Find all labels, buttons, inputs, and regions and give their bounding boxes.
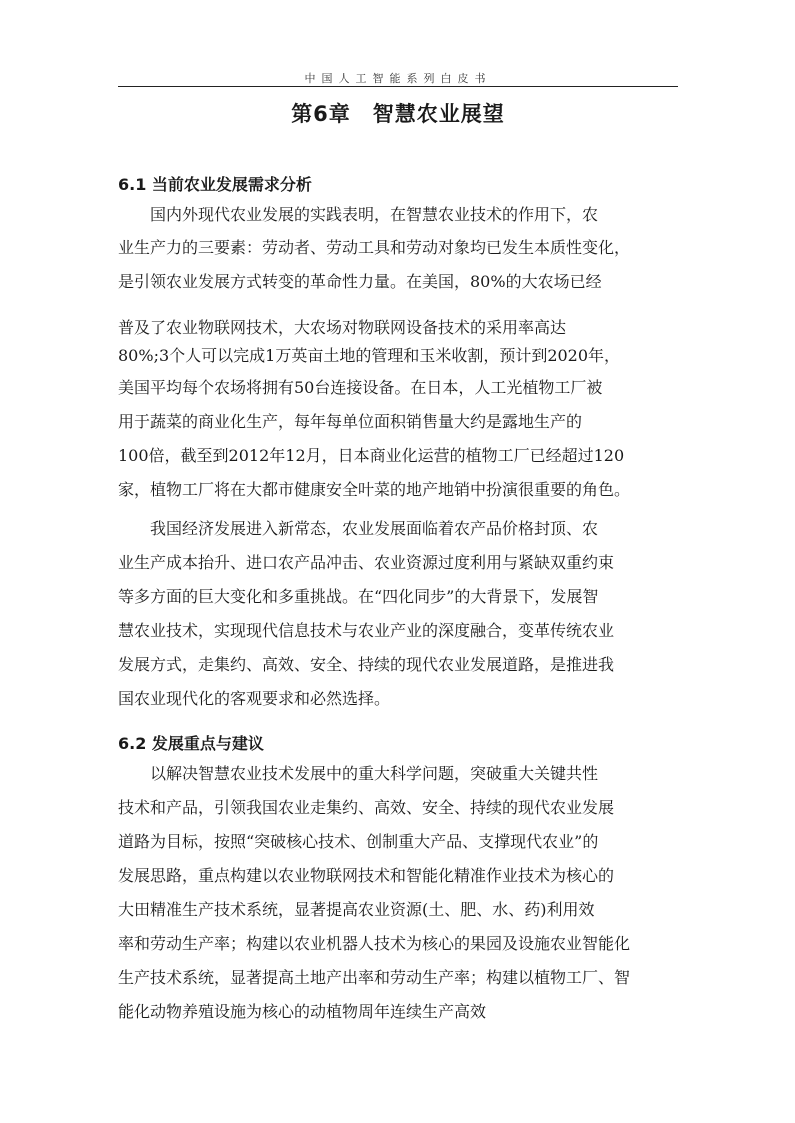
- paragraph-line: 等多方面的巨大变化和多重挑战。在“四化同步”的大背景下，发展智: [118, 587, 599, 606]
- running-header: 中国人工智能系列白皮书: [304, 72, 492, 85]
- section-heading-6-2: 6.2 发展重点与建议: [118, 734, 264, 753]
- paragraph-line: 技术和产品，引领我国农业走集约、高效、安全、持续的现代农业发展: [118, 798, 615, 817]
- paragraph-line: 生产技术系统，显著提高土地产出率和劳动生产率；构建以植物工厂、智: [118, 968, 631, 987]
- header-rule: [118, 86, 678, 87]
- paragraph-line: 国内外现代农业发展的实践表明，在智慧农业技术的作用下，农: [150, 205, 599, 224]
- paragraph-line: 道路为目标，按照“突破核心技术、创制重大产品、支撑现代农业”的: [118, 832, 599, 851]
- paragraph-line: 发展方式，走集约、高效、安全、持续的现代农业发展道路，是推进我: [118, 655, 615, 674]
- paragraph-line: 业生产成本抬升、进口农产品冲击、农业资源过度利用与紧缺双重约束: [118, 553, 615, 572]
- paragraph-line: 100倍，截至到2012年12月，日本商业化运营的植物工厂已经超过120: [118, 446, 625, 465]
- paragraph-line: 我国经济发展进入新常态，农业发展面临着农产品价格封顶、农: [150, 519, 599, 538]
- paragraph-line: 国农业现代化的客观要求和必然选择。: [118, 689, 391, 708]
- paragraph-line: 家，植物工厂将在大都市健康安全叶菜的地产地销中扮演很重要的角色。: [118, 480, 631, 499]
- paragraph-line: 80%;3个人可以完成1万英亩土地的管理和玉米收割，预计到2020年，: [118, 346, 621, 365]
- paragraph-line: 能化动物养殖设施为核心的动植物周年连续生产高效: [118, 1002, 487, 1021]
- paragraph-line: 普及了农业物联网技术，大农场对物联网设备技术的采用率高达: [118, 318, 567, 337]
- paragraph-line: 美国平均每个农场将拥有50台连接设备。在日本，人工光植物工厂被: [118, 378, 603, 397]
- paragraph-line: 率和劳动生产率；构建以农业机器人技术为核心的果园及设施农业智能化: [118, 934, 631, 953]
- paragraph-line: 发展思路，重点构建以农业物联网技术和智能化精准作业技术为核心的: [118, 866, 615, 885]
- paragraph-line: 大田精准生产技术系统，显著提高农业资源(土、肥、水、药)利用效: [118, 900, 595, 919]
- paragraph-line: 以解决智慧农业技术发展中的重大科学问题，突破重大关键共性: [150, 764, 599, 783]
- section-heading-6-1: 6.1 当前农业发展需求分析: [118, 175, 312, 194]
- paragraph-line: 是引领农业发展方式转变的革命性力量。在美国，80%的大农场已经: [118, 272, 602, 291]
- paragraph-line: 用于蔬菜的商业化生产，每年每单位面积销售量大约是露地生产的: [118, 412, 583, 431]
- chapter-title: 第6章 智慧农业展望: [291, 102, 505, 126]
- paragraph-line: 业生产力的三要素：劳动者、劳动工具和劳动对象均已发生本质性变化，: [118, 238, 631, 257]
- paragraph-line: 慧农业技术，实现现代信息技术与农业产业的深度融合，变革传统农业: [118, 621, 615, 640]
